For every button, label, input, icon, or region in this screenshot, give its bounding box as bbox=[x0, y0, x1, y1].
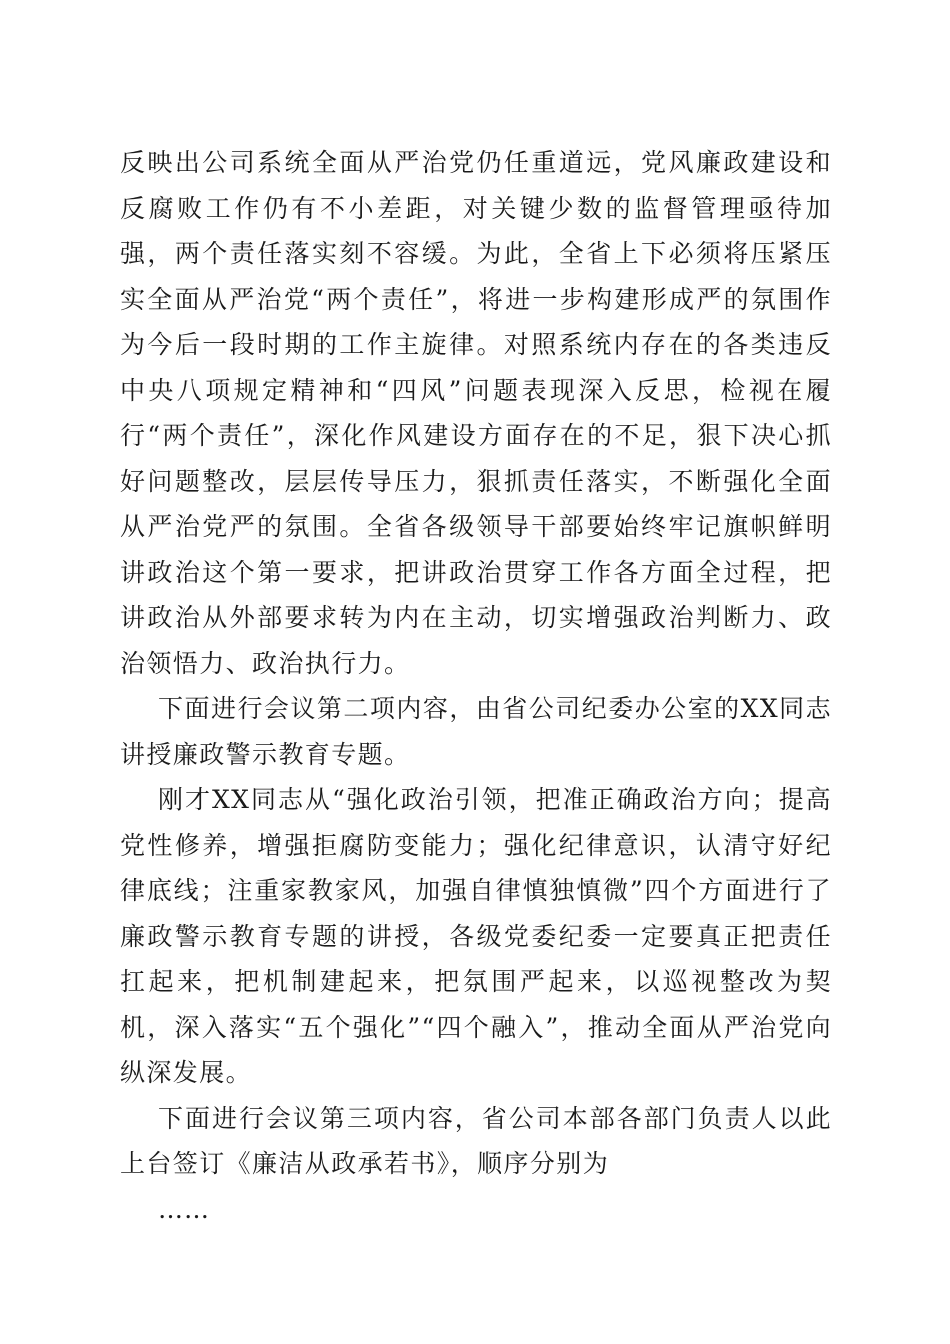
paragraph-3: 刚才XX同志从“强化政治引领，把准正确政治方向；提高党性修养，增强拒腐防变能力；强化纪律意识，认清守好纪律底线；注重家教家风，加强自律慎独慎微”四个方面进行了廉政警示教育专题的讲授，各级党委纪委一定要真正把责任扛起来，把机制建起来，把氛围严起来，以巡视整改为契机，深入落实“五个强化”“四个融入”，推动全面从严治党向纵深发展。 bbox=[120, 785, 832, 1087]
ellipsis: …… bbox=[158, 1194, 210, 1224]
paragraph-1: 反映出公司系统全面从严治党仍任重道远，党风廉政建设和反腐败工作仍有不小差距，对关键少数的监督管理亟待加强，两个责任落实刻不容缓。为此，全省上下必须将压紧压实全面从严治党“两个责任”，将进一步构建形成严的氛围作为今后一段时期的工作主旋律。对照系统内存在的各类违反中央八项规定精神和“四风”问题表现深入反思，检视在履行“两个责任”，深化作风建设方面存在的不足，狠下决心抓好问题整改，层层传导压力，狠抓责任落实，不断强化全面从严治党严的氛围。全省各级领导干部要始终牢记旗帜鲜明讲政治这个第一要求，把讲政治贯穿工作各方面全过程，把讲政治从外部要求转为内在主动，切实增强政治判断力、政治领悟力、政治执行力。 bbox=[120, 148, 832, 678]
paragraph-4: 下面进行会议第三项内容，省公司本部各部门负责人以此上台签订《廉洁从政承若书》，顺序分别为 bbox=[120, 1103, 832, 1178]
document-body bbox=[120, 140, 832, 1232]
paragraph-2: 下面进行会议第二项内容，由省公司纪委办公室的XX同志讲授廉政警示教育专题。 bbox=[120, 694, 832, 769]
